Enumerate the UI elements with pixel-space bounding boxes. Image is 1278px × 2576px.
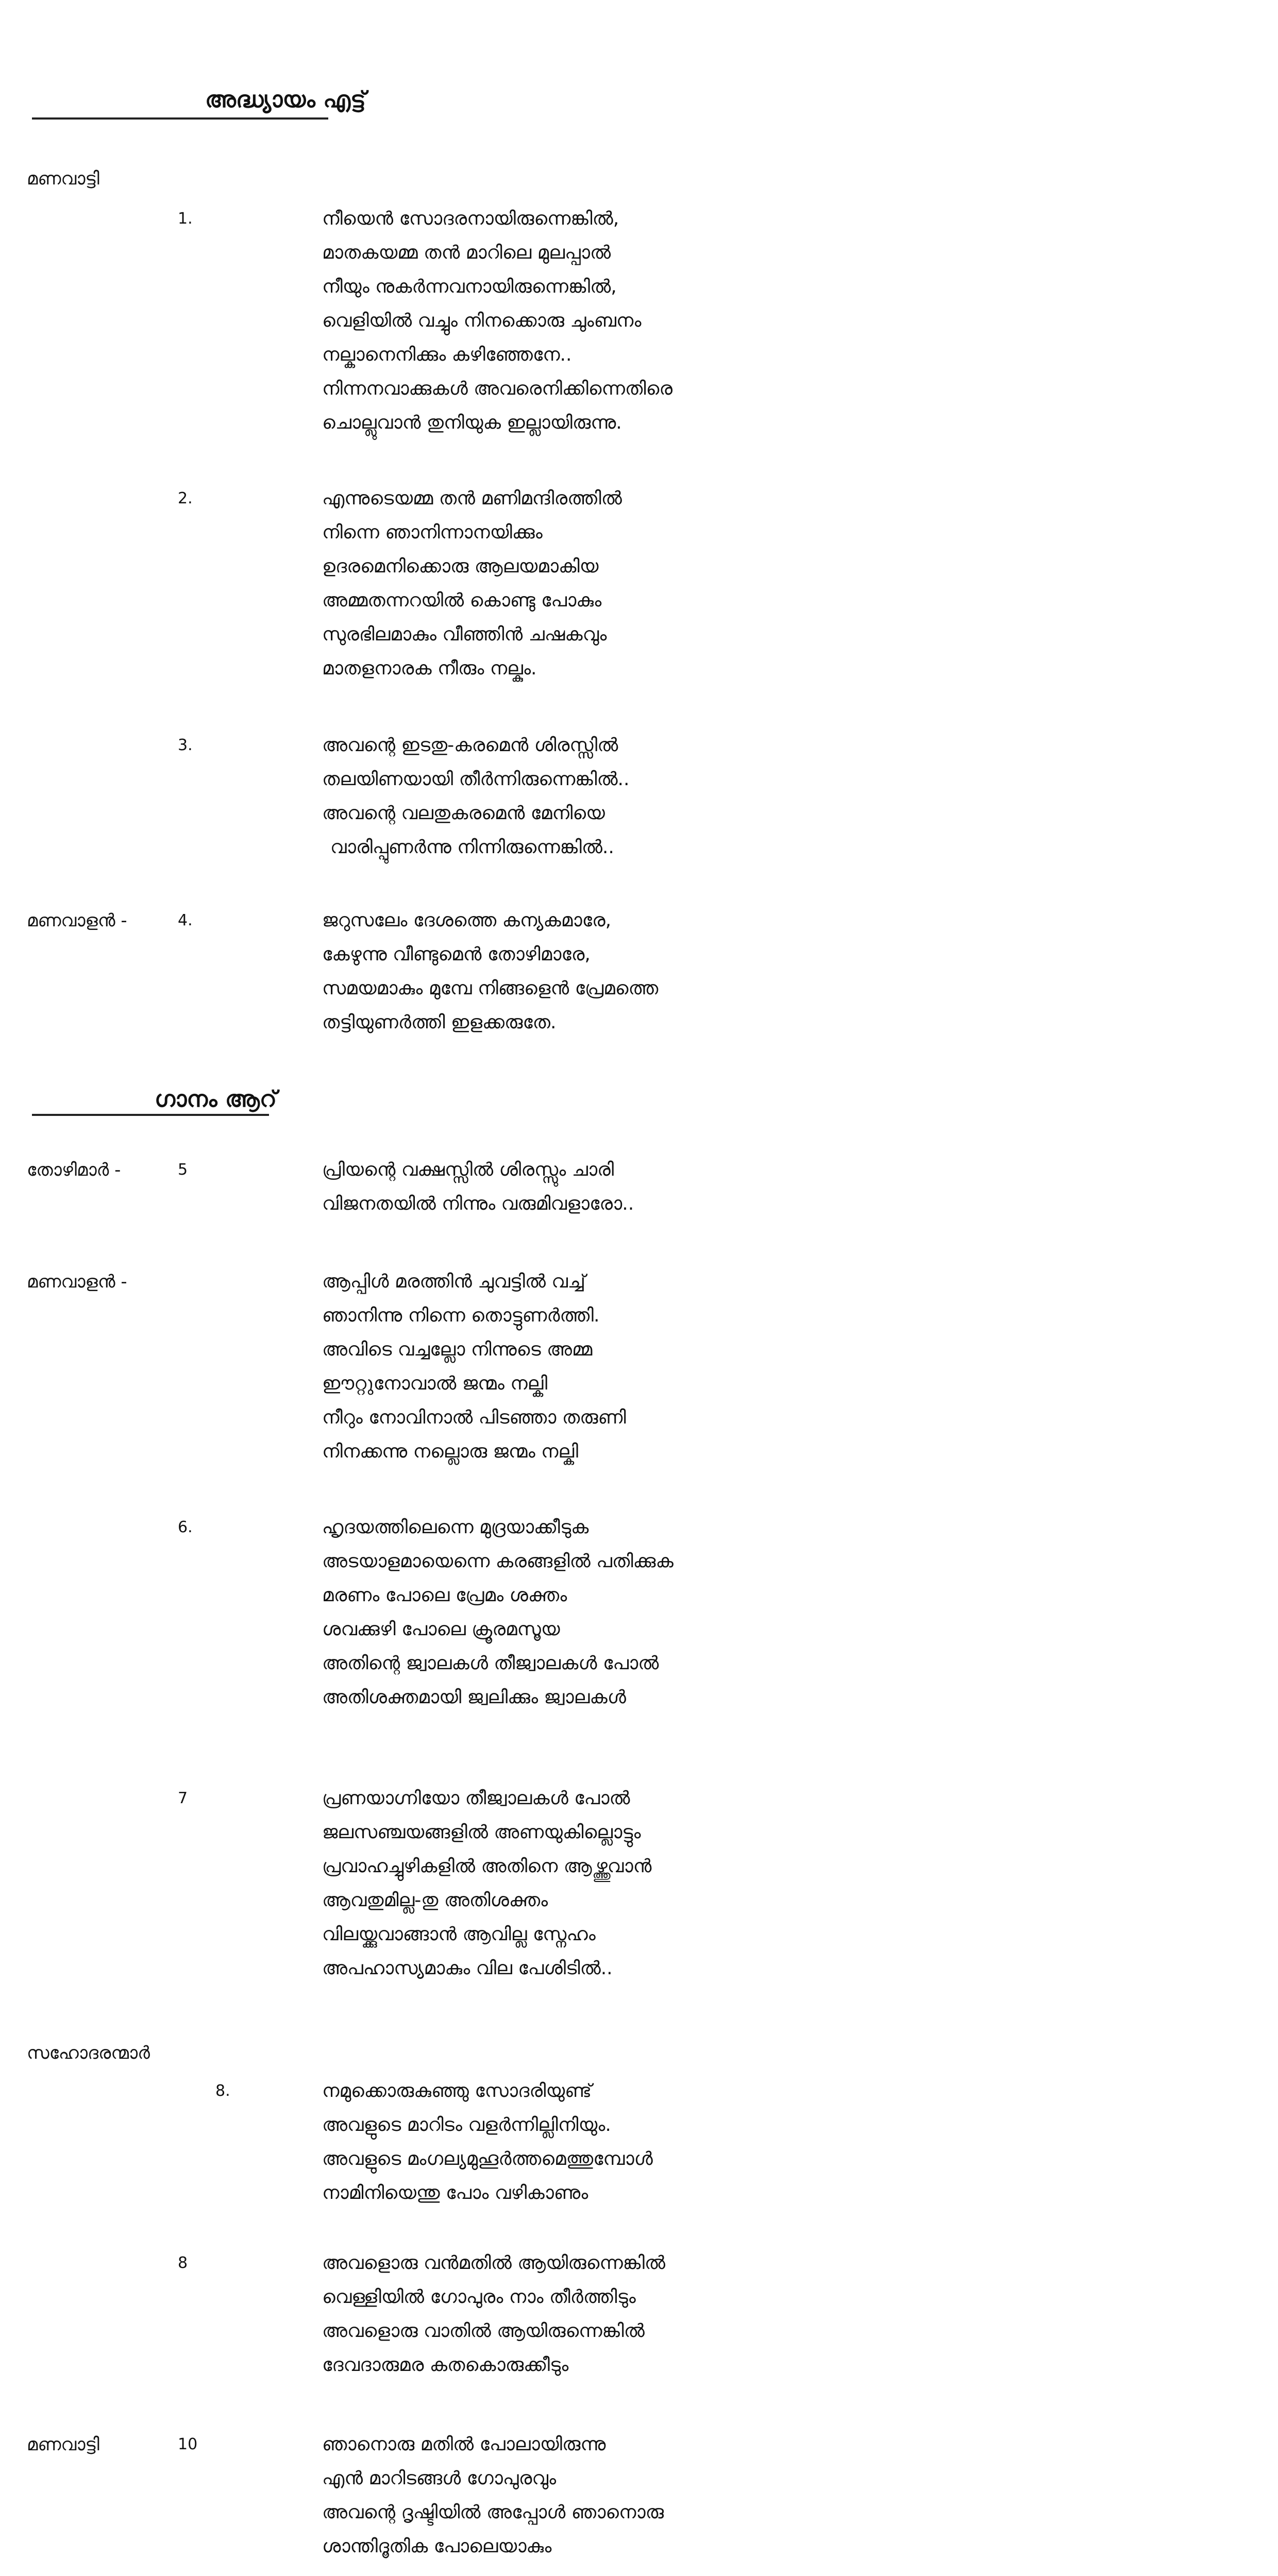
verse-line: വെളിയിൽ വച്ചും നിനക്കൊരു ചുംബനം bbox=[322, 310, 642, 331]
verse-line: അമ്മതന്നറയിൽ കൊണ്ടു പോകും bbox=[322, 590, 602, 611]
verse-block bbox=[322, 2246, 665, 2382]
verse-number: 10 bbox=[178, 2435, 198, 2453]
verse-line: ശാന്തിദൂതിക പോലെയാകും bbox=[322, 2536, 552, 2557]
verse-line: അതിശക്തമായി ജ്വലിക്കും ജ്വാലകൾ bbox=[322, 1687, 626, 1708]
verse-line: ആപ്പിൾ മരത്തിൻ ചുവട്ടിൽ വച്ച് bbox=[322, 1271, 586, 1292]
verse-number: 8 bbox=[178, 2254, 188, 2272]
verse-number: 4. bbox=[178, 911, 193, 929]
verse-number: 8. bbox=[215, 2082, 230, 2100]
verse-block bbox=[322, 202, 672, 440]
verse-line: വിലയ്ക്കുവാങ്ങാൻ ആവില്ല സ്നേഹം bbox=[322, 1924, 596, 1945]
verse-line: ചൊല്ലുവാൻ തുനിയുക ഇല്ലായിരുന്നു. bbox=[322, 412, 622, 433]
verse-block bbox=[322, 1511, 674, 1715]
verse-line: നിന്നെ ഞാനിന്നാനയിക്കും bbox=[322, 522, 543, 543]
verse-line: എന്നുടെയമ്മ തൻ മണിമന്ദിരത്തിൽ bbox=[322, 488, 622, 509]
verse-block bbox=[322, 728, 629, 865]
speaker-label: സഹോദരന്മാർ bbox=[27, 2043, 150, 2063]
verse-line: സുരഭിലമാകും വീഞ്ഞിൻ ചഷകവും bbox=[322, 624, 607, 645]
verse-line: അവളുടെ മാറിടം വളർന്നില്ലിനിയും. bbox=[322, 2114, 611, 2136]
verse-block bbox=[322, 2428, 664, 2564]
verse-line: അവളുടെ മംഗല്യമുഹൂർത്തമെത്തുമ്പോൾ bbox=[322, 2148, 653, 2170]
verse-block bbox=[322, 2074, 653, 2210]
verse-line: ഞാനൊരു മതിൽ പോലായിരുന്നു bbox=[322, 2434, 606, 2455]
verse-line: ഈറ്റുനോവാൽ ജന്മം നല്കി bbox=[322, 1373, 548, 1394]
verse-line: അപഹാസ്യമാകും വില പേശിടിൽ.. bbox=[322, 1958, 613, 1979]
verse-line: നല്കാനെനിക്കും കഴിഞ്ഞേനേ.. bbox=[322, 344, 572, 365]
verse-number: 6. bbox=[178, 1518, 193, 1536]
verse-line: അവളൊരു വാതിൽ ആയിരുന്നെങ്കിൽ bbox=[322, 2320, 645, 2342]
verse-line: തട്ടിയുണർത്തി ഇളക്കരുതേ. bbox=[322, 1012, 557, 1033]
song-title: ഗാനം ആറ് bbox=[155, 1086, 277, 1112]
verse-block bbox=[322, 904, 658, 1040]
speaker-label: മണവാട്ടി bbox=[27, 168, 99, 189]
verse-block bbox=[322, 1153, 634, 1221]
verse-line: ഉദരമെനിക്കൊരു ആലയമാകിയ bbox=[322, 556, 599, 577]
verse-line: ജലസഞ്ചയങ്ങളിൽ അണയുകില്ലൊട്ടും bbox=[322, 1822, 641, 1843]
verse-line: നീറും നോവിനാൽ പിടഞ്ഞാ തരുണി bbox=[322, 1407, 626, 1428]
verse-line: സമയമാകും മുമ്പേ നിങ്ങളെൻ പ്രേമത്തെ bbox=[322, 978, 659, 999]
verse-line: അവന്റെ ദൃഷ്ടിയിൽ അപ്പോൾ ഞാനൊരു bbox=[322, 2502, 664, 2523]
verse-number: 7 bbox=[178, 1789, 188, 1807]
verse-line: കേഴുന്നു വീണ്ടുമെൻ തോഴിമാരേ, bbox=[322, 944, 591, 965]
verse-line: അവളൊരു വൻമതിൽ ആയിരുന്നെങ്കിൽ bbox=[322, 2252, 666, 2274]
verse-block bbox=[322, 1782, 651, 1986]
speaker-label: തോഴിമാർ - bbox=[27, 1160, 121, 1180]
verse-line: മാതകയമ്മ തൻ മാറിലെ മുലപ്പാൽ bbox=[322, 242, 611, 263]
verse-number: 2. bbox=[178, 489, 193, 507]
verse-line: ശവക്കുഴി പോലെ ക്രൂരമസൂയ bbox=[322, 1619, 560, 1640]
chapter-title: അദ്ധ്യായം എട്ട് bbox=[205, 87, 366, 113]
verse-line: വെള്ളിയിൽ ഗോപുരം നാം തീർത്തിടും bbox=[322, 2286, 636, 2308]
verse-line: പ്രിയന്റെ വക്ഷസ്സിൽ ശിരസ്സും ചാരി bbox=[322, 1159, 614, 1180]
verse-line: അവിടെ വച്ചല്ലോ നിന്നുടെ അമ്മ bbox=[322, 1339, 593, 1360]
verse-line: വാരിപ്പുണർന്നു നിന്നിരുന്നെങ്കിൽ.. bbox=[330, 837, 614, 858]
verse-block bbox=[322, 482, 622, 686]
verse-number: 3. bbox=[178, 736, 193, 754]
verse-line: വിജനതയിൽ നിന്നും വരുമിവളാരോ.. bbox=[322, 1193, 634, 1214]
verse-line: നീയെൻ സോദരനായിരുന്നെങ്കിൽ, bbox=[322, 208, 619, 229]
verse-line: നീയും നുകർന്നവനായിരുന്നെങ്കിൽ, bbox=[322, 276, 617, 297]
verse-line: നമുക്കൊരുകുഞ്ഞു സോദരിയുണ്ട് bbox=[322, 2080, 592, 2102]
verse-line: തലയിണയായി തീർന്നിരുന്നെങ്കിൽ.. bbox=[322, 769, 630, 790]
verse-block bbox=[322, 1265, 626, 1469]
verse-line: അവന്റെ ഇടതു-കരമെൻ ശിരസ്സിൽ bbox=[322, 735, 618, 756]
verse-line: അടയാളമായെന്നെ കരങ്ങളിൽ പതിക്കുക bbox=[322, 1551, 674, 1572]
speaker-label: മണവാളൻ - bbox=[27, 1272, 127, 1292]
verse-line: അവന്റെ വലതുകരമെൻ മേനിയെ bbox=[322, 803, 605, 824]
verse-line: ഹൃദയത്തിലെന്നെ മുദ്രയാക്കീടുക bbox=[322, 1517, 589, 1538]
verse-line: നിനക്കന്നു നല്ലൊരു ജന്മം നല്കി bbox=[322, 1441, 579, 1462]
verse-line: ആവതുമില്ല-തു അതിശക്തം bbox=[322, 1890, 548, 1911]
speaker-label: മണവാട്ടി bbox=[27, 2434, 99, 2455]
chapter-title-rule bbox=[32, 117, 328, 120]
verse-line: ജറുസലേം ദേശത്തെ കന്യകമാരേ, bbox=[322, 910, 612, 931]
verse-line: അതിന്റെ ജ്വാലകൾ തീജ്വാലകൾ പോൽ bbox=[322, 1653, 659, 1674]
verse-line: പ്രവാഹച്ചുഴികളിൽ അതിനെ ആഴ്ത്തുവാൻ bbox=[322, 1856, 652, 1877]
verse-line: ഞാനിന്നു നിന്നെ തൊട്ടുണർത്തി. bbox=[322, 1305, 600, 1326]
verse-line: മാതളനാരക നീരും നല്കും. bbox=[322, 658, 537, 679]
verse-number: 5 bbox=[178, 1161, 188, 1179]
verse-line: എൻ മാറിടങ്ങൾ ഗോപുരവും bbox=[322, 2468, 557, 2489]
verse-line: ദേവദാരുമര കതകൊരുക്കീടും bbox=[322, 2354, 569, 2376]
verse-line: നാമിനിയെന്തു പോം വഴികാണും bbox=[322, 2182, 588, 2204]
verse-line: മരണം പോലെ പ്രേമം ശക്തം bbox=[322, 1585, 567, 1606]
verse-line: പ്രണയാഗ്നിയോ തീജ്വാലകൾ പോൽ bbox=[322, 1788, 630, 1809]
verse-number: 1. bbox=[178, 210, 193, 228]
verse-line: നിന്നനവാക്കുകൾ അവരെനിക്കിന്നെതിരെ bbox=[322, 378, 673, 399]
speaker-label: മണവാളൻ - bbox=[27, 910, 127, 931]
